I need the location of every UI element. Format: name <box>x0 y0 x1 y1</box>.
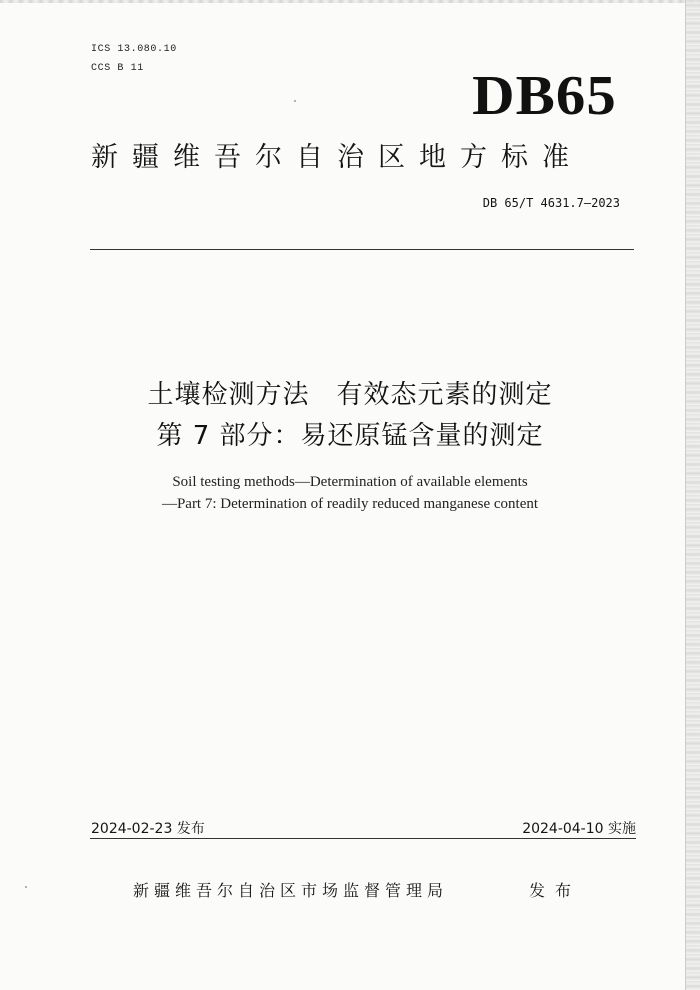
standard-number: DB 65/T 4631.7—2023 <box>482 196 620 210</box>
db-logo: DB65 <box>472 65 617 127</box>
scan-artifact-edge <box>685 0 700 990</box>
top-divider <box>90 249 634 250</box>
standard-type-heading: 新疆维吾尔自治区地方标准 <box>91 142 583 173</box>
english-title-line-2: —Part 7: Determination of readily reduced manganese content <box>161 496 539 512</box>
chinese-title-line-1: 土壤检测方法 有效态元素的测定 <box>147 380 553 410</box>
english-title-line-1: Soil testing methods—Determination of available elements <box>172 474 528 490</box>
scan-dust <box>25 886 27 888</box>
bottom-divider <box>90 838 636 839</box>
implementation-date: 2024-04-10 实施 <box>522 821 636 837</box>
issue-date: 2024-02-23 发布 <box>91 821 205 837</box>
scan-dust <box>294 100 296 102</box>
publish-label: 发布 <box>529 881 582 900</box>
ccs-code: CCS B 11 <box>91 63 144 74</box>
scan-artifact-top <box>0 0 700 3</box>
chinese-title-line-2: 第 7 部分：易还原锰含量的测定 <box>156 421 544 451</box>
publisher-name: 新疆维吾尔自治区市场监督管理局 <box>133 881 449 900</box>
ics-code: ICS 13.080.10 <box>91 44 177 55</box>
